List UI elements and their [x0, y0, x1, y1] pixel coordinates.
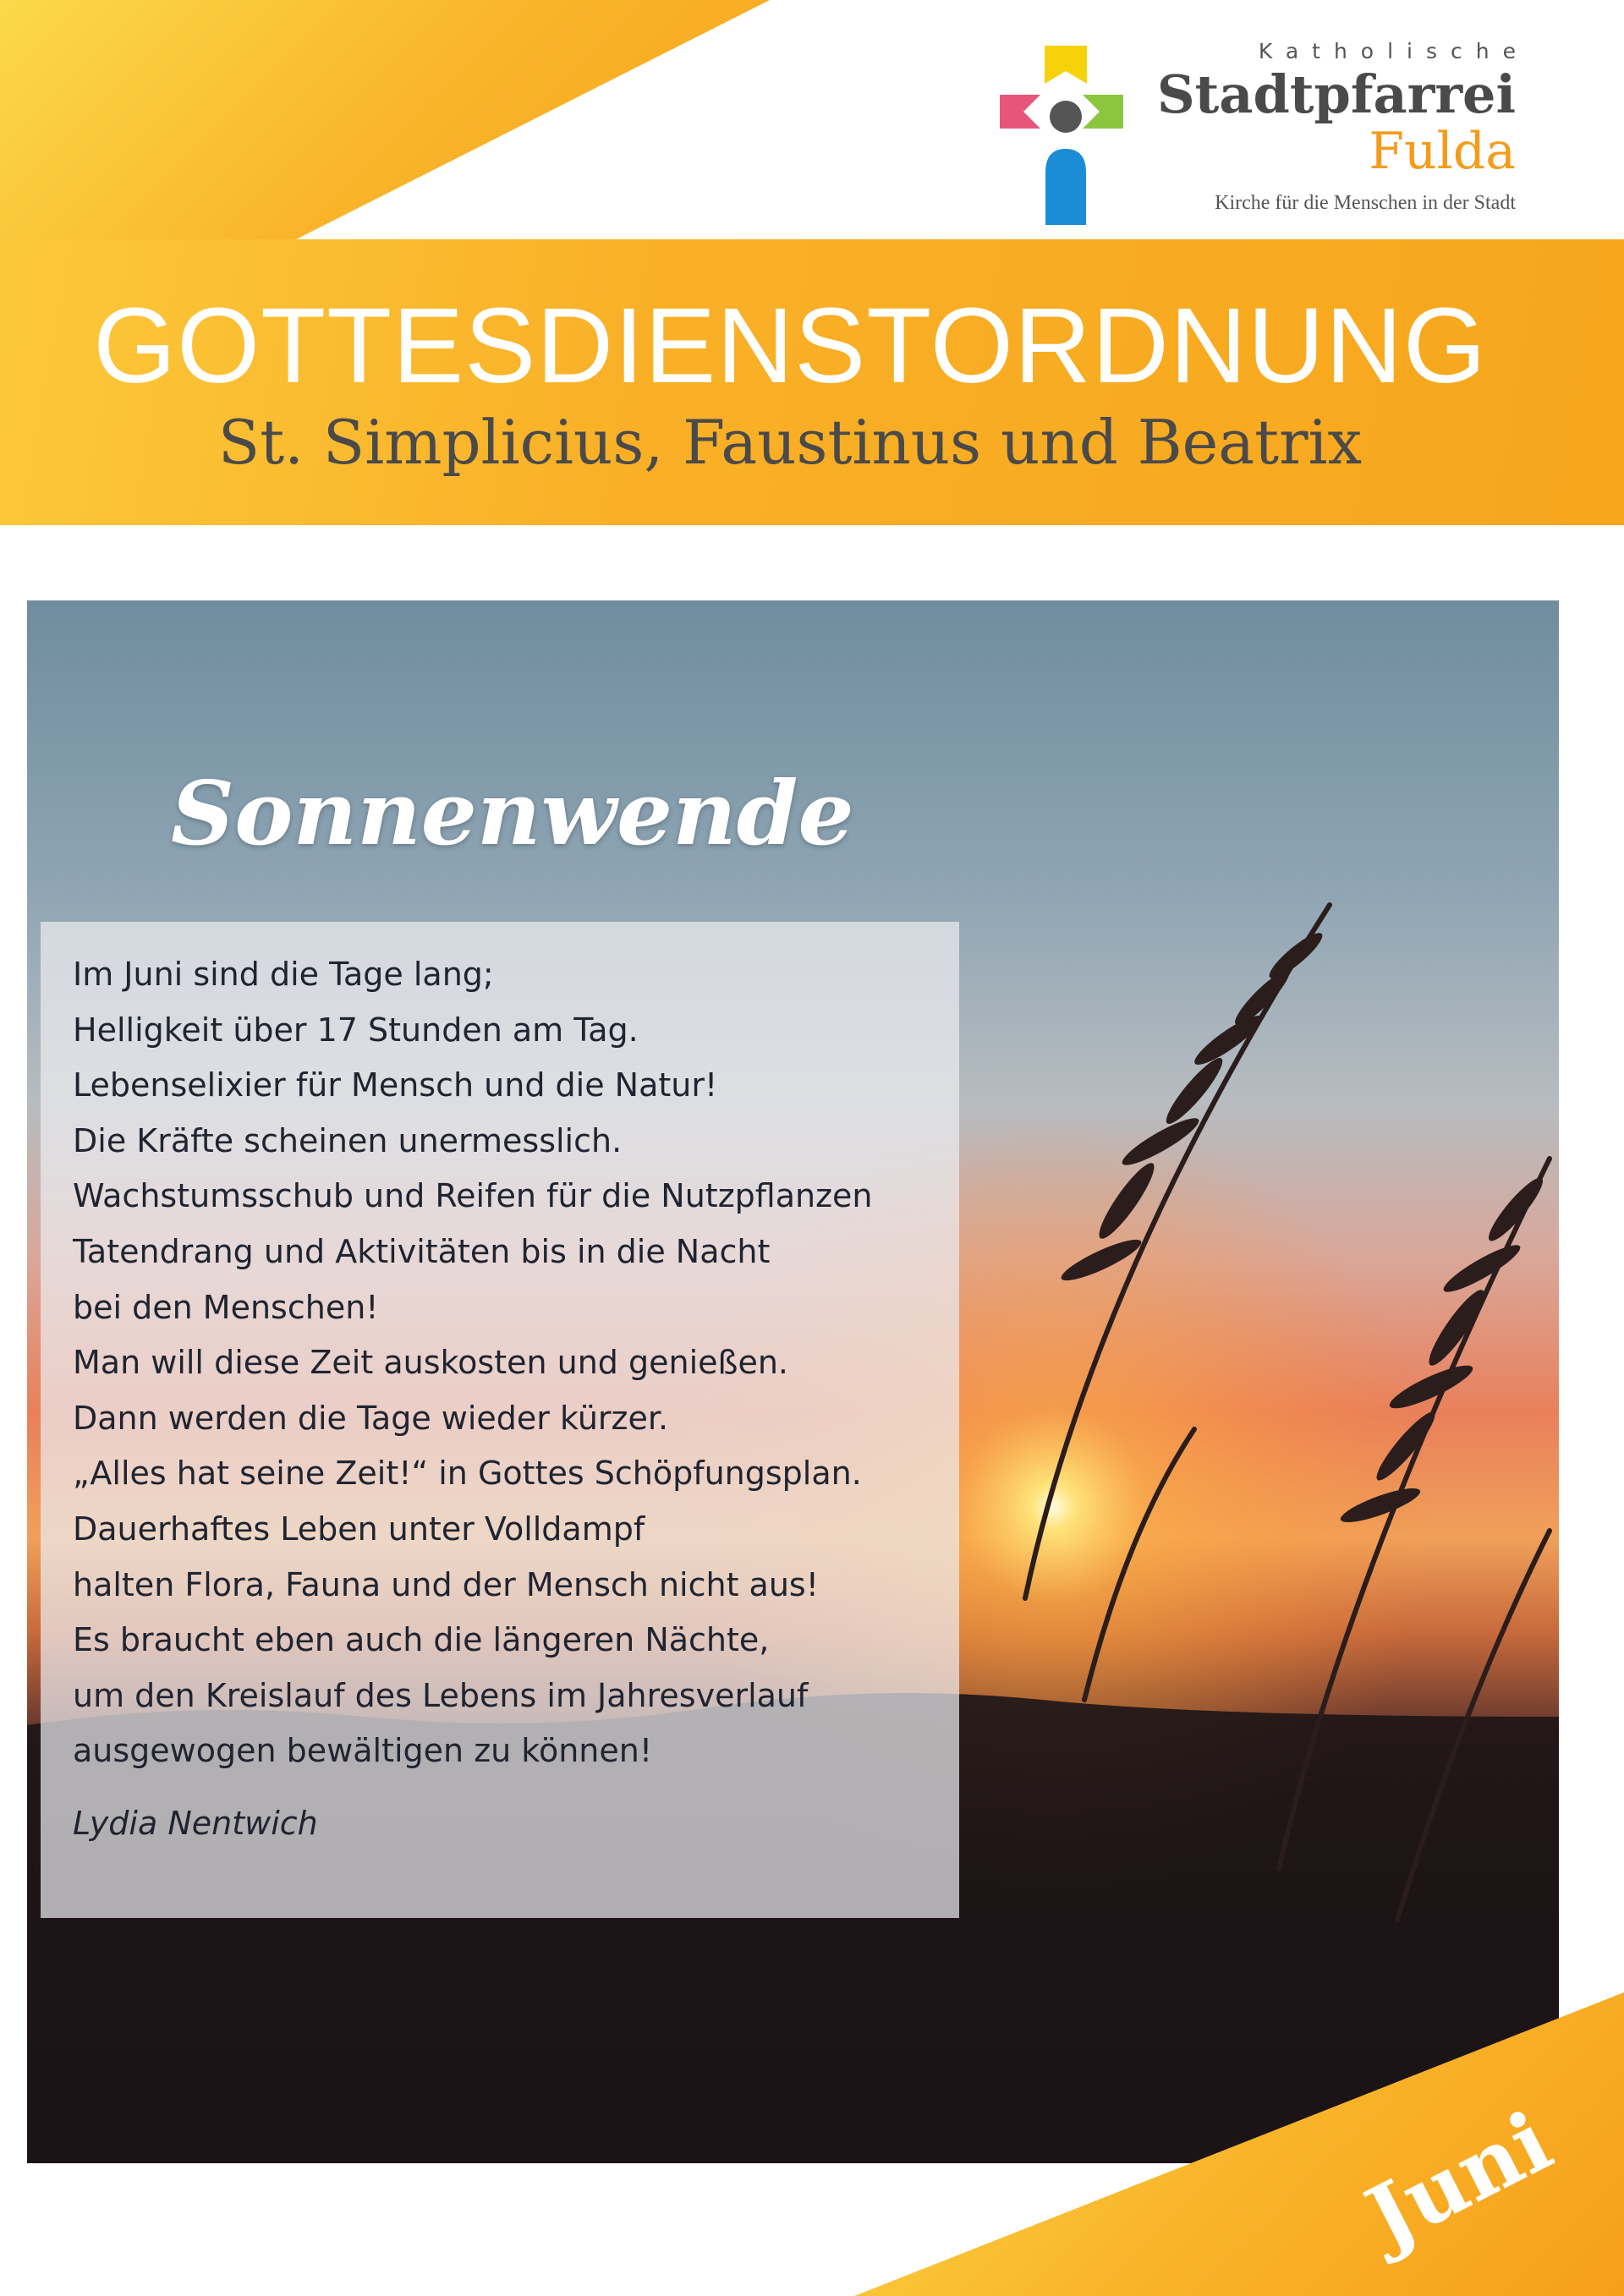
poem-line: Die Kräfte scheinen unermesslich.: [73, 1121, 623, 1159]
sunset-photo: [27, 600, 1559, 2163]
poem-line: Helligkeit über 17 Stunden am Tag.: [73, 1011, 639, 1049]
poem-author: Lydia Nentwich: [73, 1804, 318, 1842]
header-band: [0, 239, 1624, 525]
page-title: GOTTESDIENSTORDNUNG: [93, 286, 1487, 405]
poem-line: Man will diese Zeit auskosten und genießen.: [73, 1344, 789, 1382]
poem-title: Sonnenwende: [171, 761, 854, 865]
poem-line: Dann werden die Tage wieder kürzer.: [73, 1399, 669, 1437]
poem-line: um den Kreislauf des Lebens im Jahresverlauf: [73, 1676, 809, 1714]
logo-fulda: Fulda: [1369, 122, 1516, 181]
poem-text-box: [41, 922, 959, 1918]
poem-line: bei den Menschen!: [73, 1288, 379, 1326]
church-cross-logo-icon: [998, 46, 1125, 225]
poem-line: halten Flora, Fauna und der Mensch nicht aus!: [73, 1565, 819, 1603]
poem-line: Wachstumsschub und Reifen für die Nutzpflanzen: [73, 1177, 873, 1215]
logo-stadtpfarrei: Stadtpfarrei: [1156, 63, 1516, 125]
poem-line: Es braucht eben auch die längeren Nächte,: [73, 1621, 770, 1659]
page-subtitle: St. Simplicius, Faustinus und Beatrix: [217, 407, 1363, 478]
parish-logo: [998, 46, 1125, 225]
logo-katholische: Katholische: [1258, 39, 1529, 63]
poem-line: Tatendrang und Aktivitäten bis in die Nacht: [73, 1232, 771, 1270]
month-label: Juni: [1352, 2092, 1566, 2267]
poem-line: Im Juni sind die Tage lang;: [73, 956, 494, 993]
logo-tagline: Kirche für die Menschen in der Stadt: [1215, 192, 1516, 214]
poem-line: Lebenselixier für Mensch und die Natur!: [73, 1066, 718, 1104]
poem-line: „Alles hat seine Zeit!“ in Gottes Schöpfungsplan.: [73, 1455, 862, 1493]
poem-line: Dauerhaftes Leben unter Volldampf: [73, 1510, 645, 1548]
poem-line: ausgewogen bewältigen zu können!: [73, 1732, 653, 1770]
logo-wordmark: [1156, 39, 1529, 215]
